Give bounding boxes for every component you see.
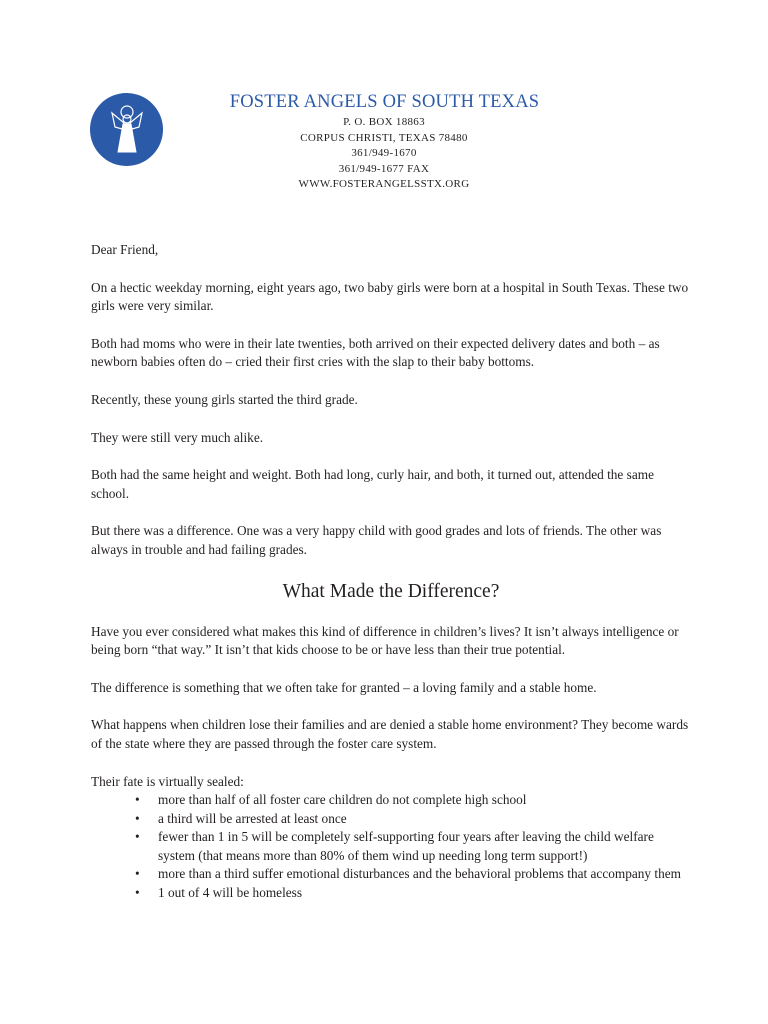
website: WWW.FOSTERANGELSSTX.ORG	[298, 178, 470, 190]
list-item: • more than a third suffer emotional disturbances and the behavioral problems that accompany them	[135, 865, 691, 884]
paragraph: Have you ever considered what makes this kind of difference in children’s lives? It isn’t always intelligence or being born “that way.” It isn’t that kids choose to be or have less than their true potential.	[91, 623, 679, 658]
letter-body	[91, 241, 691, 903]
fate-list	[91, 791, 691, 903]
list-item: • more than half of all foster care children do not complete high school	[135, 791, 691, 810]
bullet-icon: •	[135, 810, 140, 826]
bullet-icon: •	[135, 885, 140, 901]
paragraph: Both had moms who were in their late twenties, both arrived on their expected delivery dates and both – as newborn babies often do – cried their first cries with the slap to their baby bottoms.	[91, 335, 660, 370]
organization-name: FOSTER ANGELS OF SOUTH TEXAS	[229, 92, 540, 112]
bullet-icon: •	[135, 829, 140, 845]
list-item: • a third will be arrested at least once	[135, 810, 691, 829]
phone-number: 361/949-1670	[351, 147, 417, 159]
paragraph: On a hectic weekday morning, eight years ago, two baby girls were born at a hospital in South Texas. These two girls were very similar.	[91, 279, 689, 314]
list-item: • 1 out of 4 will be homeless	[135, 884, 691, 903]
paragraph: Both had the same height and weight. Both had long, curly hair, and both, it turned out, attended the same school.	[91, 467, 654, 501]
letterhead	[0, 91, 768, 193]
salutation: Dear Friend,	[91, 242, 159, 257]
section-heading: What Made the Difference?	[282, 580, 500, 602]
paragraph: But there was a difference. One was a very happy child with good grades and lots of friends. The other was always in trouble and had failing grades.	[91, 523, 662, 557]
city-state-zip: CORPUS CHRISTI, TEXAS 78480	[300, 131, 468, 144]
po-box: P. O. BOX 18863	[343, 116, 425, 128]
paragraph: Recently, these young girls started the third grade.	[91, 391, 358, 407]
paragraph: The difference is something that we often take for granted – a loving family and a stable home.	[91, 679, 597, 695]
bullet-icon: •	[135, 866, 140, 882]
fax-number: 361/949-1677 FAX	[338, 162, 430, 175]
paragraph: What happens when children lose their families and are denied a stable home environment? They become wards of the state where they are passed through the foster care system.	[91, 717, 689, 751]
list-item: • fewer than 1 in 5 will be completely self-supporting four years after leaving the child welfare system (that means more than 80% of them wind up needing long term support!)	[135, 829, 654, 863]
bullet-icon: •	[135, 792, 140, 808]
list-intro: Their fate is virtually sealed:	[91, 773, 244, 789]
paragraph: They were still very much alike.	[91, 429, 264, 445]
